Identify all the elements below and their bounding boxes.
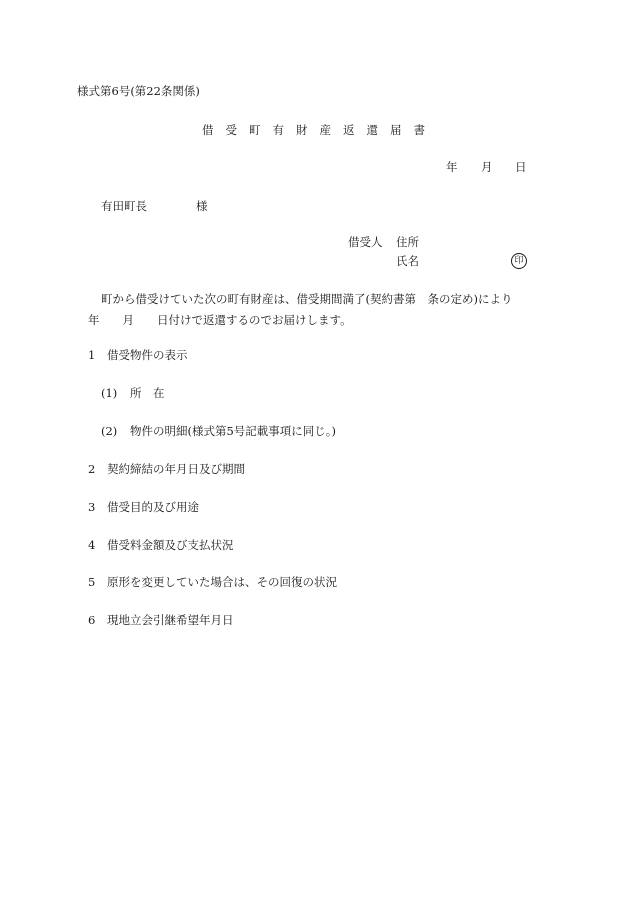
document-title: 借受町有財産返還届書 xyxy=(202,123,437,137)
date-month-label: 月 xyxy=(481,160,493,174)
list-item-label: 借受料金額及び支払状況 xyxy=(107,538,234,552)
list-item-label: 契約締結の年月日及び期間 xyxy=(107,462,245,476)
list-item-label: 現地立会引継希望年月日 xyxy=(107,613,234,627)
list-item-number: 6 xyxy=(88,613,96,627)
body-text-line-2: 年 月 日付けで返還するのでお届けします。 xyxy=(88,313,352,327)
borrower-address-label: 住所 xyxy=(396,235,419,249)
addressee-honorific: 様 xyxy=(196,199,208,213)
list-item-number: 3 xyxy=(88,500,96,514)
body-text-line-1: 町から借受けていた次の町有財産は、借受期間満了(契約書第 条の定め)により xyxy=(101,292,513,306)
list-subitem-number: (2) xyxy=(101,424,118,438)
list-item-number: 2 xyxy=(88,462,96,476)
date-day-label: 日 xyxy=(515,160,527,174)
list-item-label: 原形を変更していた場合は、その回復の状況 xyxy=(107,575,337,589)
seal-mark: 印 xyxy=(511,253,527,269)
borrower-name-label: 氏名 xyxy=(396,254,419,268)
list-item-number: 5 xyxy=(88,575,96,589)
list-item-number: 4 xyxy=(88,538,96,552)
list-item-label: 借受物件の表示 xyxy=(107,348,188,362)
addressee-name: 有田町長 xyxy=(101,199,147,213)
list-subitem-label: 物件の明細(様式第5号記載事項に同じ。) xyxy=(130,424,337,438)
date-year-label: 年 xyxy=(446,160,458,174)
form-number: 様式第6号(第22条関係) xyxy=(77,84,200,98)
borrower-label: 借受人 xyxy=(348,235,383,249)
list-item-number: 1 xyxy=(88,348,96,362)
list-subitem-label: 所 在 xyxy=(130,386,165,400)
list-subitem-number: (1) xyxy=(101,386,118,400)
list-item-label: 借受目的及び用途 xyxy=(107,500,199,514)
